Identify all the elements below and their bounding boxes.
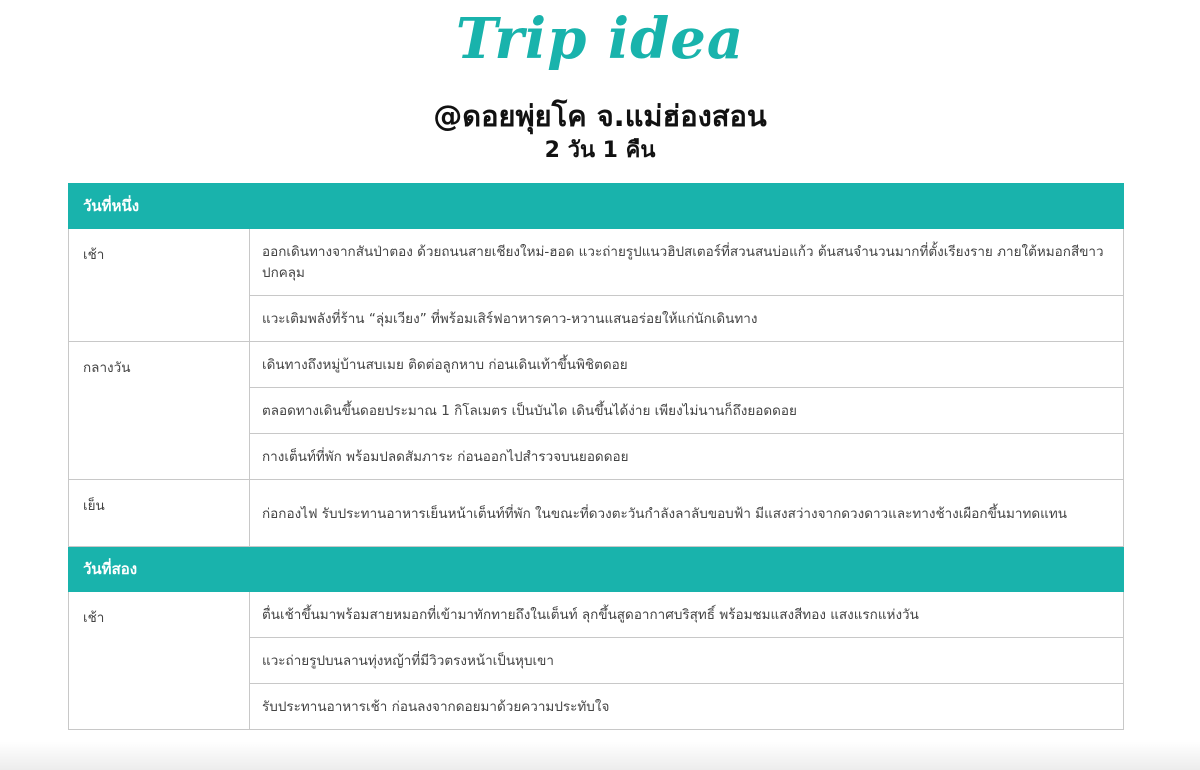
day-header-row [69, 184, 1124, 229]
table-row [69, 592, 1124, 638]
period-label: กลางวัน [69, 342, 250, 480]
activity-cell: ตื่นเช้าขึ้นมาพร้อมสายหมอกที่เข้ามาทักทายถึงในเต็นท์ ลุกขึ้นสูดอากาศบริสุทธิ์ พร้อมชมแสงสีทอง แสงแรกแห่งวัน [250, 592, 1124, 638]
activity-cell: ตลอดทางเดินขึ้นดอยประมาณ 1 กิโลเมตร เป็นบันได เดินขึ้นได้ง่าย เพียงไม่นานก็ถึงยอดดอย [250, 388, 1124, 434]
activity-cell: ก่อกองไฟ รับประทานอาหารเย็นหน้าเต็นท์ที่พัก ในขณะที่ดวงตะวันกำลังลาลับขอบฟ้า มีแสงสว่างจากดวงดาวและทางช้างเผือกขึ้นมาทดแทน [250, 480, 1124, 547]
period-label: เช้า [69, 229, 250, 342]
period-label: เย็น [69, 480, 250, 547]
day-header-row [69, 547, 1124, 592]
table-row [69, 480, 1124, 547]
day-label: วันที่สอง [69, 547, 1124, 592]
page-subtitle: 2 วัน 1 คืน [544, 138, 656, 163]
bottom-shade [0, 742, 1200, 770]
activity-cell: แวะถ่ายรูปบนลานทุ่งหญ้าที่มีวิวตรงหน้าเป็นหุบเขา [250, 638, 1124, 684]
activity-cell: กางเต็นท์ที่พัก พร้อมปลดสัมภาระ ก่อนออกไปสำรวจบนยอดดอย [250, 434, 1124, 480]
page-title: @ดอยพุ่ยโค จ.แม่ฮ่องสอน [433, 99, 767, 133]
table-row [69, 342, 1124, 388]
day-label: วันที่หนึ่ง [69, 184, 1124, 229]
itinerary-table [68, 183, 1124, 730]
table-row [69, 229, 1124, 296]
brand-title: Trip idea [455, 6, 745, 72]
period-label: เช้า [69, 592, 250, 730]
activity-cell: เดินทางถึงหมู่บ้านสบเมย ติดต่อลูกหาบ ก่อนเดินเท้าขึ้นพิชิตดอย [250, 342, 1124, 388]
activity-cell: รับประทานอาหารเช้า ก่อนลงจากดอยมาด้วยความประทับใจ [250, 684, 1124, 730]
activity-cell: ออกเดินทางจากสันป่าตอง ด้วยถนนสายเชียงใหม่-ฮอด แวะถ่ายรูปแนวฮิปสเตอร์ที่สวนสนบ่อแก้ว ต้นสนจำนวนมากที่ตั้งเรียงราย ภายใต้หมอกสีขาวปกคลุม [250, 229, 1124, 296]
activity-cell: แวะเติมพลังที่ร้าน “ลุ่มเวียง” ที่พร้อมเสิร์ฟอาหารคาว-หวานแสนอร่อยให้แก่นักเดินทาง [250, 296, 1124, 342]
